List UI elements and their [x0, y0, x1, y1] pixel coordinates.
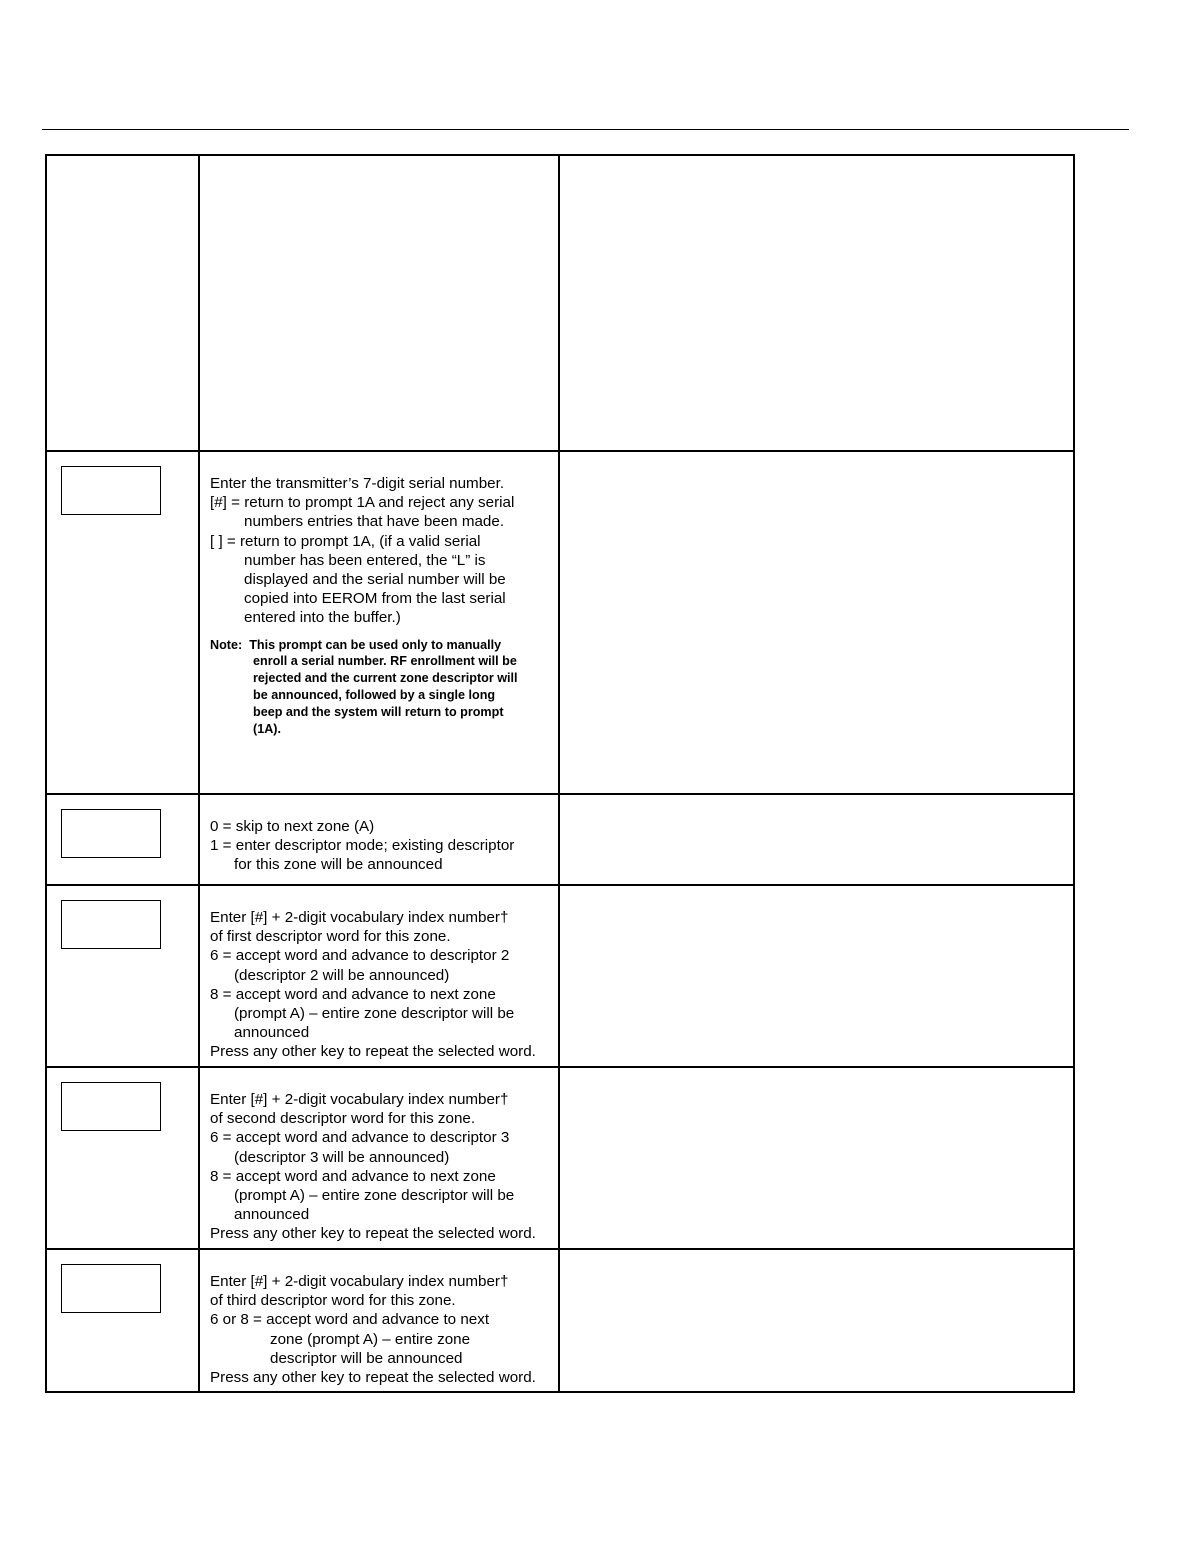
prompt-cell — [46, 1067, 199, 1249]
prompt-cell — [46, 451, 199, 794]
keypad-display-box — [61, 809, 161, 858]
descriptor-line: of third descriptor word for this zone. — [210, 1292, 456, 1310]
descriptor-line: 6 or 8 = accept word and advance to next — [210, 1311, 490, 1329]
serial-option-accept-cont: number has been entered, the “L” is — [244, 551, 486, 569]
explanation-cell — [559, 885, 1074, 1067]
serial-option-reject: [#] = return to prompt 1A and reject any serial — [210, 494, 515, 512]
table-row-descriptor-2 — [46, 1067, 1074, 1249]
explanation-cell — [559, 451, 1074, 794]
descriptor-line: Press any other key to repeat the selected word. — [210, 1225, 536, 1243]
table-row-serial — [46, 451, 1074, 794]
descriptor-line: (prompt A) – entire zone descriptor will be — [234, 1187, 515, 1205]
descriptor-line: Enter [#] + 2-digit vocabulary index number† — [210, 1273, 509, 1290]
descriptor-line: 6 = accept word and advance to descriptor 2 — [210, 947, 510, 965]
note-line: This prompt can be used only to manually — [249, 637, 502, 652]
descriptor-line: Press any other key to repeat the selected word. — [210, 1043, 536, 1061]
descriptor-mode-option-1-cont: for this zone will be announced — [234, 856, 443, 874]
descriptor-line: 6 = accept word and advance to descriptor 3 — [210, 1129, 510, 1147]
explanation-cell — [559, 1249, 1074, 1392]
serial-instruction: Enter the transmitter’s 7-digit serial number. — [210, 475, 505, 492]
descriptor-line: announced — [234, 1206, 310, 1224]
entries-cell — [199, 794, 559, 885]
explanation-cell — [559, 155, 1074, 451]
note-line: enroll a serial number. RF enrollment will be — [253, 654, 517, 669]
descriptor-line: (descriptor 3 will be announced) — [234, 1148, 450, 1166]
note-line: beep and the system will return to prompt — [253, 704, 504, 719]
note-line: (1A). — [253, 721, 281, 736]
descriptor-line: Enter [#] + 2-digit vocabulary index number† — [210, 909, 509, 926]
note-line: be announced, followed by a single long — [253, 688, 496, 703]
prompt-cell — [46, 885, 199, 1067]
descriptor-mode-option-1: 1 = enter descriptor mode; existing descriptor — [210, 837, 515, 855]
descriptor-line: Press any other key to repeat the selected word. — [210, 1369, 536, 1387]
keypad-display-box — [61, 1082, 161, 1131]
prompt-cell — [46, 794, 199, 885]
descriptor-line: zone (prompt A) – entire zone — [270, 1330, 471, 1348]
keypad-display-box — [61, 1264, 161, 1313]
prompt-cell — [46, 1249, 199, 1392]
descriptor-mode-option-0: 0 = skip to next zone (A) — [210, 818, 375, 835]
descriptor-line: of first descriptor word for this zone. — [210, 928, 451, 946]
table-row-descriptor-mode — [46, 794, 1074, 885]
note-line: rejected and the current zone descriptor will — [253, 671, 518, 686]
descriptor-line: 8 = accept word and advance to next zone — [210, 985, 496, 1003]
note-label: Note: — [210, 637, 243, 652]
descriptor-line: announced — [234, 1024, 310, 1042]
descriptor-line: descriptor will be announced — [270, 1349, 463, 1367]
serial-option-accept-cont: entered into the buffer.) — [244, 609, 401, 627]
keypad-display-box — [61, 900, 161, 949]
descriptor-line: (descriptor 2 will be announced) — [234, 966, 450, 984]
descriptor-line: 8 = accept word and advance to next zone — [210, 1167, 496, 1185]
table-row-descriptor-3 — [46, 1249, 1074, 1392]
entries-cell — [199, 1067, 559, 1249]
keypad-display-box — [61, 466, 161, 515]
descriptor-line: of second descriptor word for this zone. — [210, 1110, 476, 1128]
descriptor-line: Enter [#] + 2-digit vocabulary index number† — [210, 1091, 509, 1108]
serial-option-accept-cont: displayed and the serial number will be — [244, 571, 506, 589]
programming-table — [45, 154, 1075, 1393]
serial-option-reject-cont: numbers entries that have been made. — [244, 513, 505, 531]
header-rule — [42, 129, 1129, 130]
serial-option-accept-cont: copied into EEROM from the last serial — [244, 590, 506, 608]
explanation-cell — [559, 794, 1074, 885]
entries-cell — [199, 885, 559, 1067]
table-row-descriptor-1 — [46, 885, 1074, 1067]
entries-cell — [199, 451, 559, 794]
entries-cell — [199, 155, 559, 451]
explanation-cell — [559, 1067, 1074, 1249]
table-row — [46, 155, 1074, 451]
serial-option-accept: [ ] = return to prompt 1A, (if a valid serial — [210, 532, 481, 550]
prompt-cell — [46, 155, 199, 451]
entries-cell — [199, 1249, 559, 1392]
serial-note — [210, 637, 554, 738]
descriptor-line: (prompt A) – entire zone descriptor will be — [234, 1005, 515, 1023]
